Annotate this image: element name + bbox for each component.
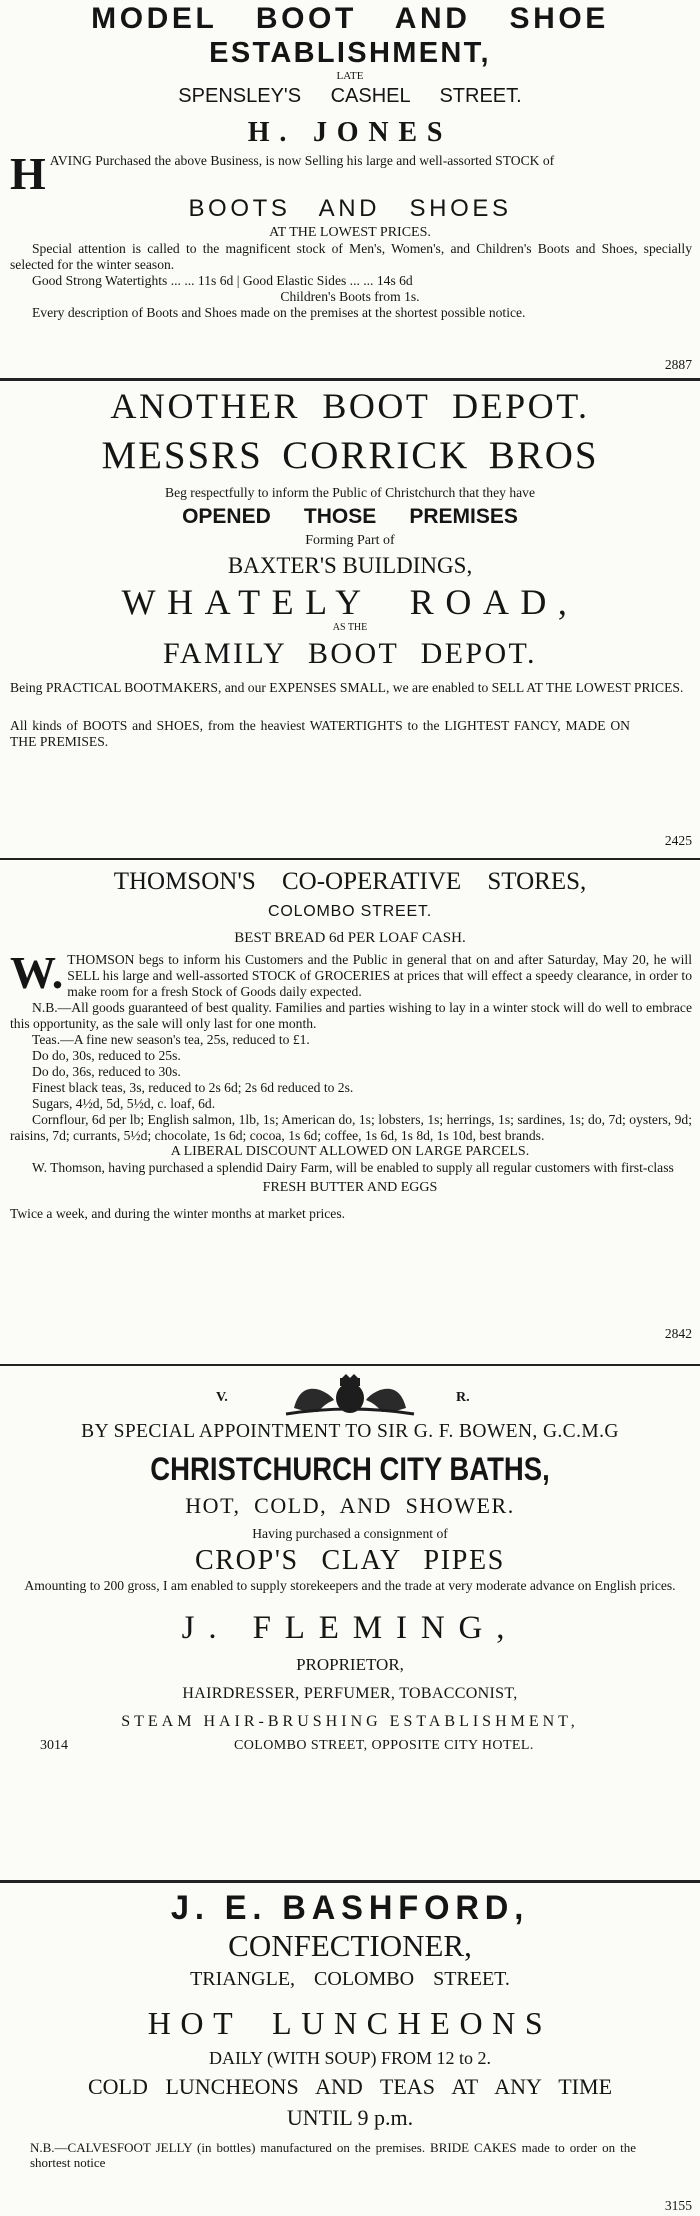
ad2-name: MESSRS CORRICK BROS [101,434,599,477]
ad1-street: SPENSLEY'S CASHEL STREET. [178,85,522,107]
royal-crest-row [0,1372,700,1418]
ad3-sugars: Sugars, 4½d, 5d, 5½d, c. loaf, 6d. [32,1096,216,1111]
ad3-black: Finest black teas, 3s, reduced to 2s 6d; 2s 6d reduced to 2s. [32,1080,354,1095]
ad3-teas2: Do do, 30s, reduced to 25s. [32,1048,181,1063]
ad2-family: FAMILY BOOT DEPOT. [163,637,537,670]
ad5-cold: COLD LUNCHEONS AND TEAS AT ANY TIME [87,2074,613,2099]
ad2-forming: Forming Part of [305,533,395,548]
ad3-number: 2842 [664,1326,692,1341]
ad3-nb: N.B.—All goods guaranteed of best quality. Families and parties wishing to lay in a winter stock will do well to embrace this opportunity, as the sale will only last for one month. [10,1000,692,1031]
ad1-number: 2887 [664,357,692,372]
ad5-hot: HOT LUNCHEONS [147,2005,553,2041]
ad-city-baths [0,1372,700,1758]
ad1-intro-text: AVING Purchased the above Business, is now Selling his large and well-assorted STOCK of [49,153,555,168]
ad2-number: 2425 [664,833,692,848]
ad3-title: THOMSON'S CO-OPERATIVE STORES, [113,868,587,895]
ad3-teas3: Do do, 36s, reduced to 30s. [32,1064,181,1079]
ad1-intro [0,148,700,199]
ad3-cornflour: Cornflour, 6d per lb; English salmon, 1lb, 1s; American do, 1s; lobsters, 1s; herrings, 1s; sardines, 1s; do, 7d; oysters, 9d; raisins, 7d; currants, 5½d; chocolate, 1s 6d; cocoa, 1s 6d; coffee, 1s 6d, 1s 8d, 1s 10d, best brands. [10,1112,692,1143]
ad-bashford-confectioner [0,1888,700,2213]
ad2-kinds: All kinds of BOOTS and SHOES, from the heaviest WATERTIGHTS to the LIGHTEST FANCY, MADE ON THE PREMISES. [10,718,630,749]
divider-2 [0,858,700,860]
ad2-baxter: BAXTER'S BUILDINGS, [227,553,473,578]
crest-right-letter: R. [456,1390,470,1405]
ad4-appointment: BY SPECIAL APPOINTMENT TO SIR G. F. BOWEN, G.C.M.G [81,1421,619,1442]
ad4-baths: CHRISTCHURCH CITY BATHS, [150,1451,550,1487]
ad4-trades: HAIRDRESSER, PERFUMER, TOBACCONIST, [182,1685,518,1702]
ad1-prices: AT THE LOWEST PRICES. [269,225,431,240]
ad1-special: Special attention is called to the magnificent stock of Men's, Women's, and Children's Boots and Shoes, specially selected for the winter season. [10,241,692,272]
ad3-bread: BEST BREAD 6d PER LOAF CASH. [234,930,466,946]
ad1-proprietor-name: H. JONES [247,117,453,148]
ad2-title: ANOTHER BOOT DEPOT. [110,386,590,426]
divider-1 [0,378,700,381]
ad1-dropcap: H [10,148,46,199]
ad5-address: TRIANGLE, COLOMBO STREET. [190,1968,510,1990]
ad1-late: LATE [336,70,364,82]
ad-corrick-bros [0,384,700,848]
ad4-amounting: Amounting to 200 gross, I am enabled to supply storekeepers and the trade at very moderate advance on English prices. [24,1578,676,1593]
ad2-practical: Being PRACTICAL BOOTMAKERS, and our EXPENSES SMALL, we are enabled to SELL AT THE LOWEST PRICES. [10,680,684,695]
ad2-road: WHATELY ROAD, [121,582,579,622]
ad4-name: J. FLEMING, [181,1610,519,1646]
ad5-trade: CONFECTIONER, [228,1928,472,1963]
ad3-intro-text: THOMSON begs to inform his Customers and the Public in general that on and after Saturday, May 20, he will SELL his large and well-assorted STOCK of GROCERIES at prices that will effect a speedy clearance, in order to make room for a fresh Stock of Goods daily expected. [67,952,692,999]
ad4-address: COLOMBO STREET, OPPOSITE CITY HOTEL. [234,1738,534,1753]
ad2-as-the: AS THE [332,622,368,633]
ad-model-boot-shoe [0,0,700,372]
ad4-footer-row [0,1736,700,1758]
ad1-watertights: Good Strong Watertights ... ... 11s 6d | Good Elastic Sides ... ... 14s 6d [32,273,413,288]
ad5-until: UNTIL 9 p.m. [286,2105,414,2130]
ad4-proprietor: PROPRIETOR, [296,1655,404,1674]
ad4-having: Having purchased a consignment of [252,1526,448,1541]
ad5-daily: DAILY (WITH SOUP) FROM 12 to 2. [208,2048,492,2068]
ad3-street: COLOMBO STREET. [267,903,433,920]
ad3-discount: A LIBERAL DISCOUNT ALLOWED ON LARGE PARCELS. [170,1144,530,1159]
royal-coat-of-arms-icon [280,1374,420,1416]
ad1-every: Every description of Boots and Shoes made on the premises at the shortest possible notice. [32,305,526,320]
ad3-twice: Twice a week, and during the winter months at market prices. [10,1206,346,1221]
divider-4 [0,1880,700,1883]
ad1-heading: BOOTS AND SHOES [188,195,512,222]
ad2-opened: OPENED THOSE PREMISES [182,505,518,528]
ad5-name: J. E. BASHFORD, [170,1889,530,1927]
ad4-steam: STEAM HAIR-BRUSHING ESTABLISHMENT, [121,1713,579,1730]
ad1-childrens: Children's Boots from 1s. [280,289,420,304]
crest-left-letter: V. [216,1390,228,1405]
ad3-teas1: Teas.—A fine new season's tea, 25s, reduced to £1. [32,1032,310,1047]
ad3-dairy: W. Thomson, having purchased a splendid Dairy Farm, will be enabled to supply all regular customers with first-class [32,1160,674,1175]
ad4-pipes: CROP'S CLAY PIPES [194,1545,506,1576]
ad-thomson-stores [0,864,700,1341]
ad2-beg: Beg respectfully to inform the Public of Christchurch that they have [165,485,535,500]
ad4-number: 3014 [40,1738,68,1753]
ad5-nb: N.B.—CALVESFOOT JELLY (in bottles) manufactured on the premises. BRIDE CAKES made to order on the shortest notice [30,2140,636,2170]
ad4-hot: HOT, COLD, AND SHOWER. [185,1493,515,1518]
ad3-dropcap: W. [10,947,64,998]
ad3-butter: FRESH BUTTER AND EGGS [262,1180,438,1195]
divider-3 [0,1364,700,1366]
ad1-line2: ESTABLISHMENT, [209,37,491,69]
ad3-intro [0,947,700,1000]
ad5-number: 3155 [664,2198,692,2213]
ad1-line1: MODEL BOOT AND SHOE [91,2,609,35]
